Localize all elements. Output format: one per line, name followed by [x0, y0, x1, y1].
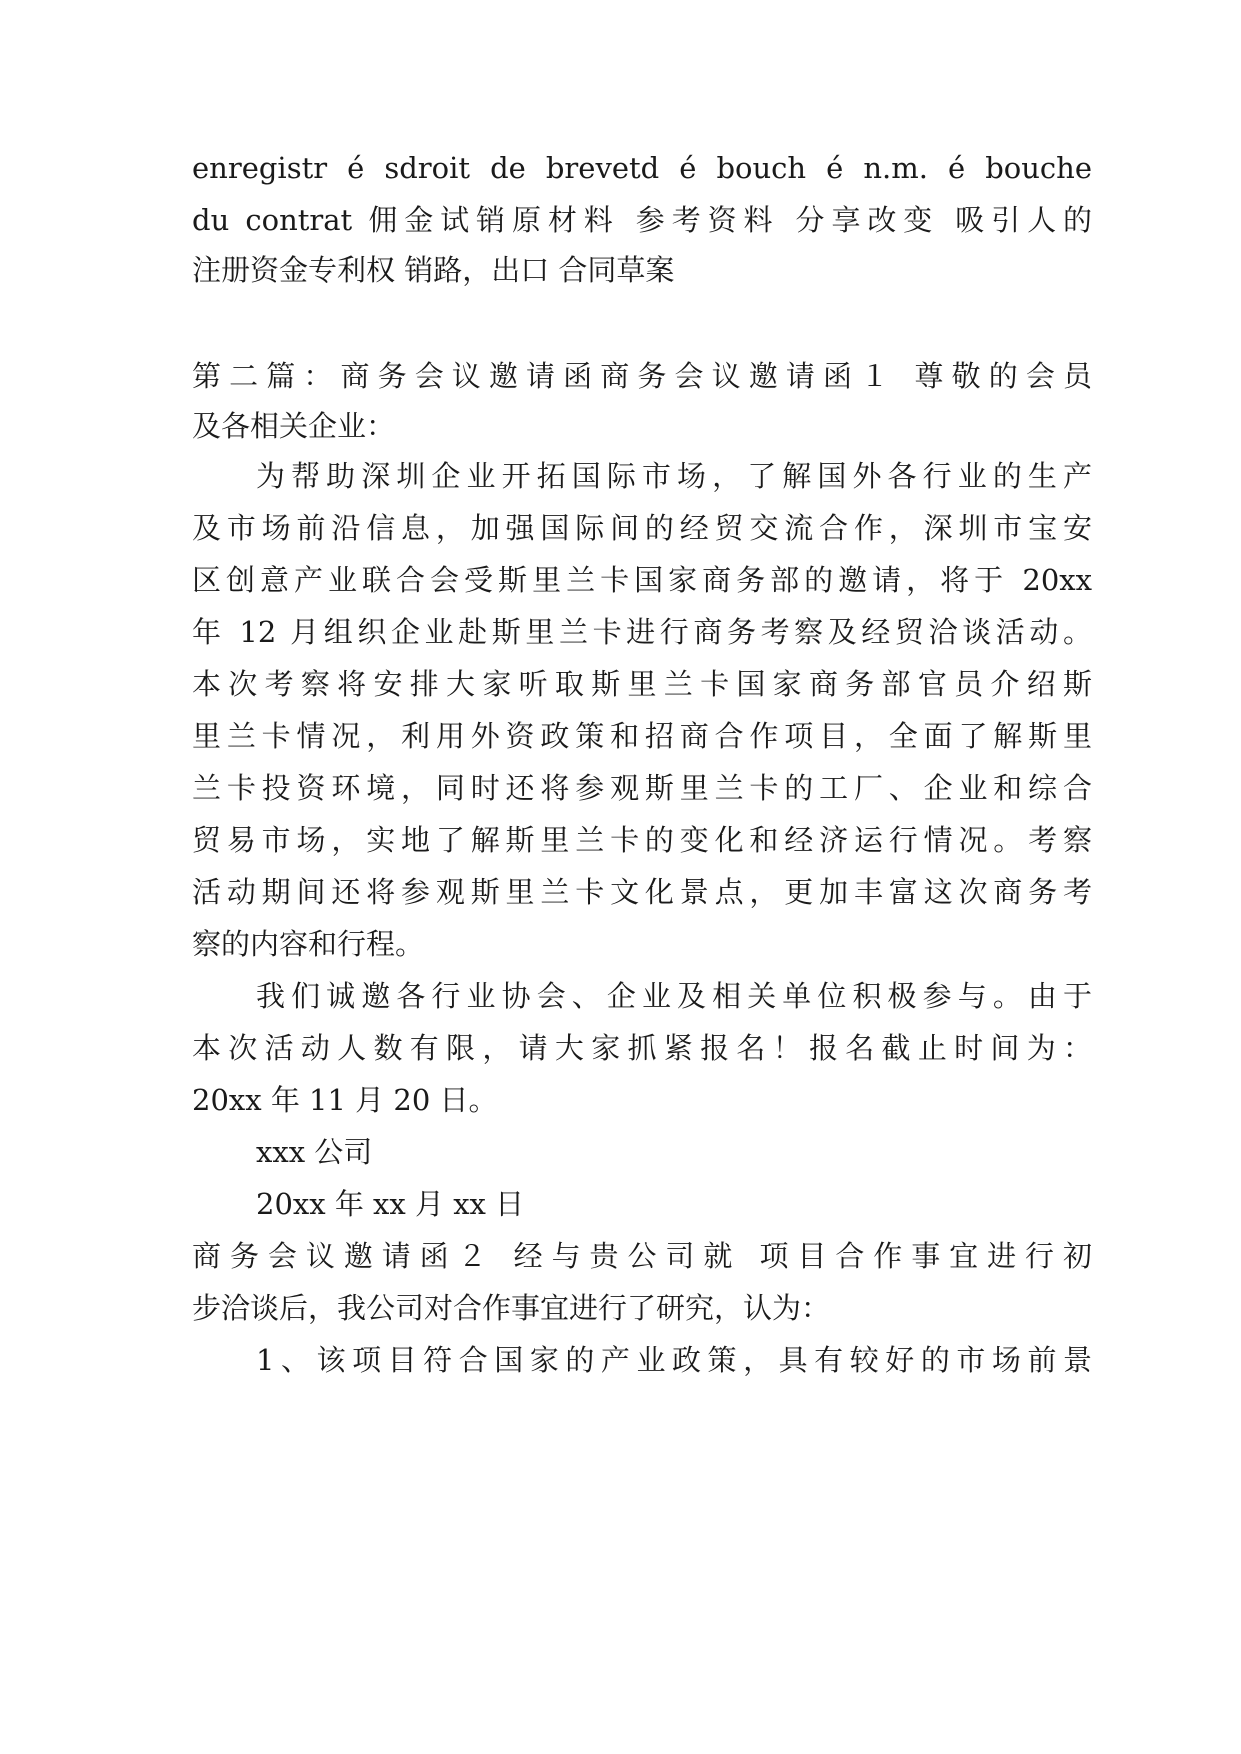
paragraph-1-line-7: 兰卡投资环境，同时还将参观斯里兰卡的工厂、企业和综合: [192, 771, 1092, 805]
paragraph-1-line-3: 区创意产业联合会受斯里兰卡国家商务部的邀请，将于 20xx: [192, 563, 1092, 597]
paragraph-1-line-8: 贸易市场，实地了解斯里兰卡的变化和经济运行情况。考察: [192, 823, 1092, 857]
letter-2-line-2: 步洽谈后，我公司对合作事宜进行了研究，认为：: [192, 1291, 831, 1325]
text-line-3: 注册资金专利权 销路，出口 合同草案: [192, 253, 675, 287]
signature-company: xxx 公司: [256, 1135, 373, 1169]
salutation-line: 及各相关企业：: [192, 409, 396, 443]
text-line-2: du contrat 佣金试销原材料 参考资料 分享改变 吸引人的: [192, 203, 1092, 237]
text-line-1: enregistr é sdroit de brevetd é bouch é n.m. é bouche: [192, 151, 1092, 185]
paragraph-1-line-2: 及市场前沿信息，加强国际间的经贸交流合作，深圳市宝安: [192, 511, 1092, 545]
letter-2-item-1: 1、该项目符合国家的产业政策，具有较好的市场前景: [256, 1343, 1092, 1377]
paragraph-2-line-3: 20xx 年 11 月 20 日。: [192, 1083, 498, 1117]
section-heading-line: 第二篇：商务会议邀请函商务会议邀请函１ 尊敬的会员: [192, 359, 1092, 393]
paragraph-1-line-9: 活动期间还将参观斯里兰卡文化景点，更加丰富这次商务考: [192, 875, 1092, 909]
paragraph-1-line-1: 为帮助深圳企业开拓国际市场，了解国外各行业的生产: [256, 459, 1092, 493]
paragraph-1-line-4: 年 12 月组织企业赴斯里兰卡进行商务考察及经贸洽谈活动。: [192, 615, 1092, 649]
paragraph-1-line-10: 察的内容和行程。: [192, 927, 425, 961]
paragraph-1-line-5: 本次考察将安排大家听取斯里兰卡国家商务部官员介绍斯: [192, 667, 1092, 701]
paragraph-2-line-1: 我们诚邀各行业协会、企业及相关单位积极参与。由于: [256, 979, 1092, 1013]
paragraph-2-line-2: 本次活动人数有限，请大家抓紧报名！报名截止时间为：: [192, 1031, 1092, 1065]
letter-2-heading-line: 商务会议邀请函２ 经与贵公司就 项目合作事宜进行初: [192, 1239, 1092, 1273]
paragraph-1-line-6: 里兰卡情况，利用外资政策和招商合作项目，全面了解斯里: [192, 719, 1092, 753]
signature-date: 20xx 年 xx 月 xx 日: [256, 1187, 525, 1221]
